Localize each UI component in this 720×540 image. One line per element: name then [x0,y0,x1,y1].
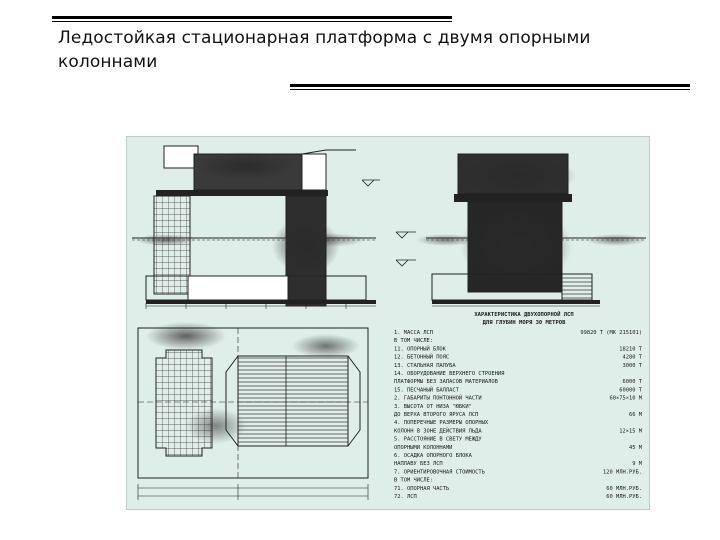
spec-label: 7. ОРИЕНТИРОВОЧНАЯ СТОИМОСТЬ [394,469,485,476]
spec-label: 14. ОБОРУДОВАНИЕ ВЕРХНЕГО СТРОЕНИЯ [394,371,505,377]
spec-label: В ТОМ ЧИСЛЕ: [394,477,433,484]
spec-value: 9 М [632,461,642,468]
spec-value: 60×75×10 М [609,395,642,402]
spec-label: 5. РАССТОЯНИЕ В СВЕТУ МЕЖДУ [394,436,482,443]
mid-rule-thick [290,84,690,87]
spec-heading-2: ДЛЯ ГЛУБИН МОРЯ 30 МЕТРОВ [482,320,566,326]
spec-label: 13. СТАЛЬНАЯ ПАЛУБА [394,362,456,369]
spec-value: 66 М [629,412,642,418]
spec-label: ДО ВЕРХА ВТОРОГО ЯРУСА ЛСП [394,412,479,418]
spec-value: 60 МЛН.РУБ. [606,485,642,492]
spec-value: 18210 Т [619,346,642,353]
top-rule-thin [52,21,452,22]
spec-value: 60 МЛН.РУБ. [606,494,642,500]
spec-label: 11. ОПОРНЫЙ БЛОК [394,346,446,353]
spec-value: 60000 Т [619,387,642,394]
engineering-drawing [126,136,650,510]
spec-value: 3000 Т [622,362,642,369]
spec-value: 99820 Т (МК 215101) [580,330,642,336]
spec-label: 6. ОСАДКА ОПОРНОГО БЛОКА [394,453,472,459]
spec-label: 1. МАССА ЛСП [394,330,433,336]
spec-heading-1: ХАРАКТЕРИСТИКА ДВУХОПОРНОЙ ЛСП [474,312,574,318]
spec-value: 6000 Т [622,379,642,386]
spec-label: 4. ПОПЕРЕЧНЫЕ РАЗМЕРЫ ОПОРНЫХ [394,420,489,427]
slide-title [58,26,698,74]
spec-value: 45 М [629,444,642,451]
spec-label: ОПОРНЫМИ КОЛОННАМИ [394,444,453,451]
title-line-1: Ледостойкая стационарная платформа с двумя опорными [58,28,591,48]
mid-rule-thin [290,89,690,90]
spec-label: ПЛАТФОРМЫ БЕЗ ЗАПАСОВ МАТЕРИАЛОВ [394,379,498,386]
spec-label: 3. ВЫСОТА ОТ НИЗА "ЮБКИ" [394,403,472,410]
title-line-2: колоннами [58,52,158,72]
top-rule-thick [52,16,452,19]
spec-label: В ТОМ ЧИСЛЕ: [394,338,433,345]
spec-label: 71. ОПОРНАЯ ЧАСТЬ [394,485,450,492]
spec-label: 2. ГАБАРИТЫ ПОНТОННОЙ ЧАСТИ [394,395,482,402]
spec-value: 12×15 М [619,428,642,435]
spec-label: 15. ПЕСЧАНЫЙ БАЛЛАСТ [394,387,459,394]
spec-label: КОЛОНН В ЗОНЕ ДЕЙСТВИЯ ЛЬДА [394,428,482,435]
spec-value: 120 МЛН.РУБ. [603,469,642,476]
spec-value: 4280 Т [622,354,642,361]
spec-label: 12. БЕТОННЫЙ ПОЯС [394,354,450,361]
spec-label: НАПЛАВУ БЕЗ ЛСП [394,461,443,468]
spec-label: 72. ЛСП [394,494,417,500]
